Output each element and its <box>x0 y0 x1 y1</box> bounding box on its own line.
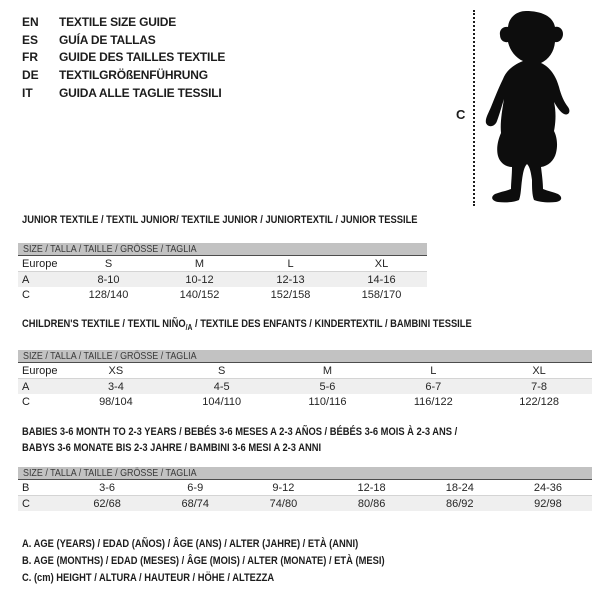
children-size-header-bar <box>18 350 592 363</box>
row-label: Europe <box>22 364 58 377</box>
cell: L <box>430 364 437 377</box>
children-title-pre: CHILDREN'S TEXTILE / TEXTIL NIÑO <box>22 318 186 330</box>
row-label: A <box>22 380 30 393</box>
junior-section-title <box>22 214 487 227</box>
table-row <box>18 256 427 272</box>
cell: 12-13 <box>276 273 305 286</box>
cell: 80/86 <box>357 497 386 510</box>
cell: XL <box>532 364 546 377</box>
cell: M <box>194 257 205 270</box>
table-row <box>18 480 592 496</box>
table-row <box>18 363 592 379</box>
cell: 128/140 <box>88 288 129 301</box>
babies-title-line1: BABIES 3-6 MONTH TO 2-3 YEARS / BEBÉS 3-6 MESES A 2-3 AÑOS / BÉBÉS 3-6 MOIS À 2-3 ANS / <box>22 426 458 438</box>
row-label: C <box>22 288 30 301</box>
cell: 24-36 <box>533 481 563 494</box>
language-row-it <box>22 84 225 102</box>
cell: 3-4 <box>107 380 124 393</box>
cell: 74/80 <box>269 497 298 510</box>
row-label: C <box>22 395 30 408</box>
cell: 10-12 <box>185 273 214 286</box>
table-row <box>18 287 427 302</box>
cell: 12-18 <box>357 481 386 494</box>
babies-size-header-bar <box>18 467 592 480</box>
cell: 92/98 <box>534 497 562 510</box>
language-title: GUÍA DE TALLAS <box>59 32 156 47</box>
cell: 9-12 <box>272 481 295 494</box>
cell: 8-10 <box>97 273 120 286</box>
cell: S <box>218 364 226 377</box>
height-measure-dotted-line <box>473 10 475 206</box>
baby-silhouette-icon <box>482 9 572 207</box>
cell: 110/116 <box>308 395 347 408</box>
language-code: DE <box>22 68 39 83</box>
cell: 68/74 <box>181 497 210 510</box>
note-age-months: B. AGE (MONTHS) / EDAD (MESES) / ÂGE (MOIS) / ALTER (MONATE) / ETÀ (MESI) <box>22 555 385 567</box>
babies-size-table <box>18 467 592 511</box>
row-label: C <box>22 497 30 510</box>
table-row <box>18 496 592 511</box>
cell: 3-6 <box>99 481 116 494</box>
junior-title-text: JUNIOR TEXTILE / TEXTIL JUNIOR/ TEXTILE JUNIOR / JUNIORTEXTIL / JUNIOR TESSILE <box>22 214 418 226</box>
size-header-text: SIZE / TALLA / TAILLE / GRÖSSE / TAGLIA <box>23 243 197 255</box>
cell: 158/170 <box>361 288 402 301</box>
cell: 116/122 <box>413 395 453 408</box>
language-row-es <box>22 31 225 49</box>
row-label: Europe <box>22 257 58 270</box>
cell: 14-16 <box>367 273 396 286</box>
cell: XL <box>374 257 389 270</box>
language-title: TEXTILGRÖßENFÜHRUNG <box>59 68 208 83</box>
cell: 122/128 <box>519 395 559 408</box>
cell: 98/104 <box>99 395 133 408</box>
height-c-label: C <box>456 107 466 122</box>
cell: 140/152 <box>179 288 220 301</box>
row-label: A <box>22 273 30 286</box>
cell: 62/68 <box>93 497 121 510</box>
cell: 4-5 <box>213 380 230 393</box>
children-size-table <box>18 350 592 409</box>
babies-section-title <box>22 424 534 456</box>
cell: 5-6 <box>319 380 336 393</box>
cell: M <box>322 364 333 377</box>
junior-size-table <box>18 243 427 302</box>
language-title: TEXTILE SIZE GUIDE <box>59 14 177 29</box>
note-height-cm: C. (cm) HEIGHT / ALTURA / HAUTEUR / HÖHE / ALTEZZA <box>22 572 275 584</box>
table-row <box>18 394 592 409</box>
cell: 7-8 <box>531 380 548 393</box>
junior-size-header-bar <box>18 243 427 256</box>
cell: 152/158 <box>270 288 311 301</box>
table-row <box>18 379 592 394</box>
babies-title-line2: BABYS 3-6 MONATE BIS 2-3 JAHRE / BAMBINI 3-6 MESI A 2-3 ANNI <box>22 442 322 454</box>
cell: S <box>104 257 113 270</box>
cell: 6-9 <box>187 481 204 494</box>
note-age-years: A. AGE (YEARS) / EDAD (AÑOS) / ÂGE (ANS) / ALTER (JAHRE) / ETÀ (ANNI) <box>22 538 359 550</box>
language-row-en <box>22 13 225 31</box>
cell: 86/92 <box>446 497 474 510</box>
legend-notes <box>22 536 449 587</box>
cell: L <box>287 257 294 270</box>
table-row <box>18 272 427 287</box>
children-section-title <box>22 318 551 334</box>
row-label: B <box>22 481 30 494</box>
language-title: GUIDE DES TAILLES TEXTILE <box>59 50 226 65</box>
children-title-text <box>22 318 472 334</box>
size-header-text: SIZE / TALLA / TAILLE / GRÖSSE / TAGLIA <box>23 350 197 362</box>
cell: 6-7 <box>425 380 442 393</box>
language-code: ES <box>22 32 39 47</box>
language-row-de <box>22 66 225 84</box>
children-title-subscript: /A <box>185 323 193 333</box>
language-row-fr <box>22 49 225 67</box>
language-title: GUIDA ALLE TAGLIE TESSILI <box>59 86 222 101</box>
size-header-text: SIZE / TALLA / TAILLE / GRÖSSE / TAGLIA <box>23 467 197 479</box>
cell: XS <box>108 364 124 377</box>
language-code: IT <box>22 86 33 101</box>
cell: 104/110 <box>202 395 242 408</box>
children-title-post: / TEXTILE DES ENFANTS / KINDERTEXTIL / BAMBINI TESSILE <box>192 318 472 330</box>
language-code: FR <box>22 50 38 65</box>
language-list <box>22 13 225 102</box>
cell: 18-24 <box>445 481 474 494</box>
language-code: EN <box>22 14 39 29</box>
